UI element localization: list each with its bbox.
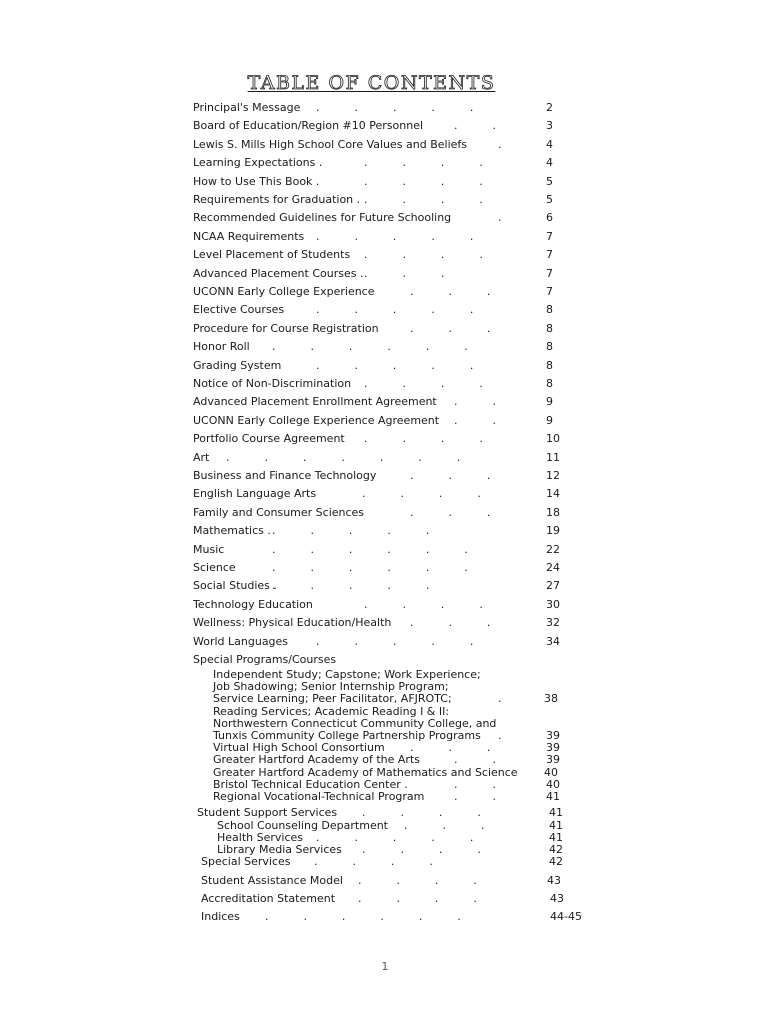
- entry-label: Special Services: [201, 855, 291, 868]
- toc-entry: [0, 339, 770, 355]
- entry-label: Greater Hartford Academy of Mathematics and Science: [213, 765, 518, 779]
- entry-label: Board of Education/Region #10 Personnel: [193, 119, 424, 133]
- entry-label: Elective Courses: [193, 303, 285, 317]
- page-number-ref: 5: [546, 174, 553, 188]
- entry-label: NCAA Requirements: [193, 229, 305, 243]
- entry-label: Learning Expectations .: [193, 156, 323, 170]
- toc-entry: [0, 137, 770, 153]
- page-number-ref: 19: [546, 524, 560, 538]
- toc-entry: [0, 174, 770, 190]
- dot-leader: . .: [454, 790, 496, 803]
- page-number-ref: 8: [546, 321, 553, 335]
- entry-label: Technology Education: [193, 597, 313, 611]
- dot-leader: . . . .: [358, 892, 477, 905]
- dot-leader: . . . .: [362, 487, 481, 501]
- entry-label: Job Shadowing; Senior Internship Program;: [213, 680, 449, 694]
- entry-label: Social Studies .: [193, 579, 277, 593]
- entry-label: Independent Study; Capstone; Work Experience;: [213, 668, 481, 681]
- page-number-ref: 8: [546, 340, 553, 354]
- special-programs-heading: Special Programs/Courses: [193, 653, 337, 666]
- page-number-ref: 34: [546, 634, 560, 648]
- entry-label: Art: [193, 450, 210, 464]
- dot-leader: . . . .: [362, 843, 481, 857]
- toc-entry: [0, 486, 770, 502]
- entry-label: Health Services: [217, 831, 304, 845]
- page-number-ref: 9: [546, 395, 553, 409]
- page-number-ref: 42: [549, 855, 563, 868]
- special-services-entry: [0, 854, 770, 870]
- page-number-ref: 27: [546, 579, 560, 593]
- toc-entry: [0, 578, 770, 594]
- dot-leader: . . . .: [364, 174, 483, 188]
- page-number-ref: 3: [546, 119, 553, 133]
- entry-label: Indices: [201, 910, 240, 923]
- toc-entry: [0, 431, 770, 447]
- entry-label: Advanced Placement Courses .: [193, 266, 364, 280]
- entry-label: Music: [193, 542, 225, 556]
- entry-label: Service Learning; Peer Facilitator, AFJROTC;: [213, 692, 452, 706]
- toc-entry: [0, 542, 770, 558]
- page-number-ref: 8: [546, 303, 553, 317]
- toc-entry: [0, 413, 770, 429]
- page-number-ref: 41: [549, 806, 563, 819]
- dot-leader: . . . . .: [316, 831, 474, 845]
- dot-leader: . . . .: [364, 156, 483, 170]
- page-number-ref: 42: [549, 843, 563, 857]
- toc-entry: [0, 597, 770, 613]
- page-number-ref: 39: [546, 729, 560, 742]
- page-number-ref: 7: [546, 229, 553, 243]
- toc-entry: [0, 266, 770, 282]
- toc-entry: [0, 891, 770, 907]
- page-number-ref: 4: [546, 137, 553, 151]
- dot-leader: . .: [454, 753, 496, 767]
- dot-leader: . .: [454, 413, 496, 427]
- page-number-ref: 40: [544, 765, 558, 779]
- dot-leader: . . . .: [364, 193, 483, 206]
- toc-title: TABLE OF CONTENTS: [247, 72, 496, 94]
- dot-leader: . . . .: [364, 377, 483, 390]
- dot-leader: . . . . .: [316, 303, 474, 317]
- page-number-ref: 2: [546, 101, 553, 114]
- toc-entry: [0, 284, 770, 300]
- dot-leader: . .: [454, 119, 496, 133]
- dot-leader: . . .: [410, 505, 491, 519]
- entry-label: How to Use This Book .: [193, 174, 320, 188]
- toc-entry: [0, 376, 770, 392]
- entry-label: Regional Vocational-Technical Program: [213, 790, 425, 803]
- toc-entry: [0, 394, 770, 410]
- entry-label: Recommended Guidelines for Future Schooling: [193, 211, 452, 225]
- toc-entry: [0, 523, 770, 539]
- dot-leader: . . . . . .: [272, 542, 468, 556]
- dot-leader: . . . . .: [316, 101, 474, 114]
- dot-leader: . . .: [410, 321, 491, 335]
- dot-leader: . . . . .: [316, 229, 474, 243]
- page-number-ref: 4: [546, 156, 553, 170]
- page-number-ref: 41: [549, 819, 563, 832]
- entry-label: Advanced Placement Enrollment Agreement: [193, 395, 437, 409]
- entry-label: Mathematics .: [193, 524, 271, 538]
- entry-label: Wellness: Physical Education/Health: [193, 616, 392, 630]
- entry-label: Virtual High School Consortium: [213, 741, 385, 755]
- dot-leader: . . .: [410, 616, 491, 630]
- toc-entry: [0, 100, 770, 116]
- entry-label: World Languages: [193, 634, 289, 648]
- page-number: 1: [381, 960, 389, 973]
- entry-label: English Language Arts: [193, 487, 317, 501]
- dot-leader: . . . . .: [316, 358, 474, 372]
- entry-label: Library Media Services: [217, 843, 342, 857]
- page-number-ref: 18: [546, 505, 560, 519]
- dot-leader: . . .: [410, 469, 491, 482]
- entry-label: Business and Finance Technology: [193, 469, 377, 482]
- dot-leader: . . . . . .: [272, 340, 468, 354]
- entry-label: Family and Consumer Sciences: [193, 505, 365, 519]
- dot-leader: . . . .: [362, 806, 481, 819]
- entry-label: Accreditation Statement: [201, 892, 336, 905]
- page-number-ref: 30: [546, 597, 560, 611]
- dot-leader: . . . . . .: [265, 910, 461, 923]
- dot-leader: . . . .: [364, 597, 483, 611]
- entry-label: Notice of Non-Discrimination: [193, 377, 352, 390]
- dot-leader: . . . . . .: [272, 561, 468, 574]
- dot-leader: . . . . .: [316, 634, 474, 648]
- page-number-ref: 40: [546, 777, 560, 791]
- dot-leader: . . . .: [358, 874, 477, 887]
- page-number-ref: 7: [546, 266, 553, 280]
- dot-leader: .: [498, 137, 502, 151]
- toc-entry: [0, 450, 770, 466]
- entry-label: Student Assistance Model: [201, 874, 343, 887]
- dot-leader: . . .: [410, 285, 491, 298]
- dot-leader: . . . .: [314, 855, 433, 868]
- dot-leader: . .: [454, 777, 496, 791]
- dot-leader: . .: [454, 395, 496, 409]
- dot-leader: . . .: [404, 819, 485, 832]
- dot-leader: . . .: [410, 741, 491, 755]
- toc-entry: [0, 505, 770, 521]
- toc-entry: [0, 321, 770, 337]
- page-number-ref: 41: [546, 790, 560, 803]
- page-number-ref: 14: [546, 487, 560, 501]
- toc-entry: [0, 634, 770, 650]
- entry-label: Tunxis Community College Partnership Programs: [213, 729, 481, 742]
- dot-leader: . . . . .: [272, 524, 430, 538]
- entry-label: School Counseling Department: [217, 819, 388, 832]
- toc-entry: [0, 210, 770, 226]
- toc-entry: [0, 615, 770, 631]
- page-number-ref: 5: [546, 193, 553, 206]
- entry-label: Lewis S. Mills High School Core Values and Beliefs: [193, 137, 468, 151]
- dot-leader: . . .: [364, 266, 445, 280]
- dot-leader: .: [498, 729, 502, 742]
- page-number-ref: 32: [546, 616, 560, 630]
- toc-entry: [0, 468, 770, 484]
- dot-leader: .: [498, 692, 502, 706]
- toc-entry: [0, 302, 770, 318]
- toc-entry: [0, 229, 770, 245]
- toc-entry: [0, 873, 770, 889]
- page-number-ref: 43: [547, 874, 561, 887]
- page-number-ref: 7: [546, 285, 553, 298]
- toc-entry: [0, 155, 770, 171]
- page-number-ref: 10: [546, 432, 560, 446]
- entry-label: Requirements for Graduation .: [193, 193, 361, 206]
- page-number-ref: 22: [546, 542, 560, 556]
- page-number-ref: 9: [546, 413, 553, 427]
- entry-label: Principal's Message: [193, 101, 301, 114]
- toc-entry: [0, 247, 770, 263]
- page-number-ref: 6: [546, 211, 553, 225]
- entry-label: Level Placement of Students: [193, 248, 351, 262]
- entry-label: Reading Services; Academic Reading I & II:: [213, 704, 450, 718]
- entry-label: Greater Hartford Academy of the Arts: [213, 753, 421, 767]
- entry-label: Grading System: [193, 358, 282, 372]
- page-number-ref: 44-45: [550, 910, 582, 923]
- dot-leader: . . . .: [364, 248, 483, 262]
- page-number-ref: 8: [546, 358, 553, 372]
- toc-entry: [0, 909, 770, 925]
- toc-entry: [0, 358, 770, 374]
- toc-entry: [0, 192, 770, 208]
- entry-label: Honor Roll: [193, 340, 250, 354]
- page-number-ref: 24: [546, 561, 560, 574]
- page-number-ref: 43: [550, 892, 564, 905]
- entry-label: Northwestern Connecticut Community College, and: [213, 716, 497, 730]
- page-number-ref: 7: [546, 248, 553, 262]
- special-programs-heading-row: [0, 652, 770, 668]
- page-number-ref: 8: [546, 377, 553, 390]
- dot-leader: . . . . . . .: [226, 450, 461, 464]
- toc-entry: [0, 560, 770, 576]
- page-number-ref: 11: [546, 450, 560, 464]
- entry-label: Procedure for Course Registration: [193, 321, 379, 335]
- entry-label: Science: [193, 561, 236, 574]
- dot-leader: . . . . .: [272, 579, 430, 593]
- page-number-ref: 39: [546, 741, 560, 755]
- special-program-line: [0, 789, 770, 805]
- page-number-ref: 12: [546, 469, 560, 482]
- page-number-ref: 41: [549, 831, 563, 845]
- page-number-ref: 38: [544, 692, 558, 706]
- entry-label: UCONN Early College Experience Agreement: [193, 413, 440, 427]
- entry-label: UCONN Early College Experience: [193, 285, 375, 298]
- page-number-ref: 39: [546, 753, 560, 767]
- toc-entry: [0, 118, 770, 134]
- entry-label: Student Support Services: [197, 806, 338, 819]
- dot-leader: . . . .: [364, 432, 483, 446]
- entry-label: Bristol Technical Education Center .: [213, 777, 408, 791]
- dot-leader: .: [498, 211, 502, 225]
- entry-label: Portfolio Course Agreement: [193, 432, 345, 446]
